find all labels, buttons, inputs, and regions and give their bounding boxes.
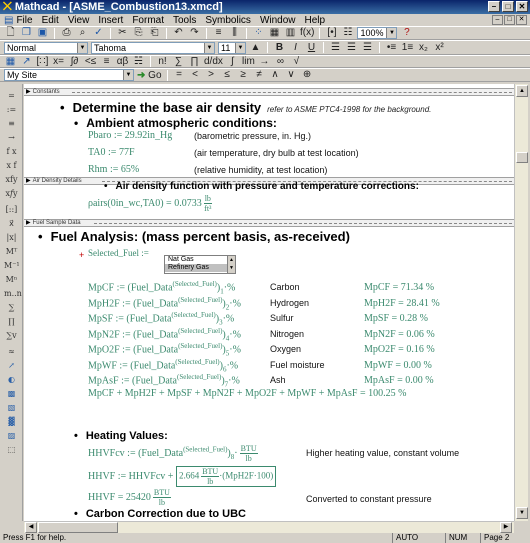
fuel-row-lhs: MpSF := (Fuel_Data bbox=[88, 313, 172, 325]
inverse-palette-icon[interactable]: M⁻¹ bbox=[4, 261, 20, 270]
status-mode: AUTO bbox=[392, 533, 418, 543]
title-bar bbox=[0, 0, 530, 14]
math-toolbar bbox=[0, 55, 530, 68]
derivative-icon[interactable]: d/dx bbox=[204, 55, 223, 67]
product-icon[interactable]: ∏ bbox=[190, 55, 199, 67]
separator bbox=[166, 28, 167, 39]
fuel-row-lhs: MpCF := (Fuel_Data bbox=[88, 282, 173, 294]
xfy-sub-palette-icon[interactable]: x𝑓y bbox=[5, 189, 18, 198]
air-density-title: Air density function with pressure and temperature corrections: bbox=[115, 181, 419, 192]
air-density-expression: ρairs(0in_wc,TA0) = 0.0733 bbox=[88, 197, 202, 209]
fuel-row-result[interactable]: MpWF = 0.00 % bbox=[364, 360, 432, 371]
equals-palette-icon[interactable]: = bbox=[8, 91, 15, 100]
style-value: Normal bbox=[7, 42, 37, 53]
collapsed-region-constants[interactable] bbox=[24, 88, 514, 96]
fuel-row-sup: (Selected_Fuel) bbox=[176, 373, 222, 381]
window-title: Mathcad - [ASME_Combustion13.xmcd] bbox=[14, 1, 223, 13]
hhvf-coefficient: 2.664 bbox=[178, 470, 200, 481]
insert-matrix-icon[interactable]: ▥ bbox=[285, 27, 296, 38]
separator bbox=[54, 28, 55, 39]
text-color-icon[interactable]: ▲ bbox=[250, 41, 261, 53]
expand-icon: ▶ bbox=[26, 178, 31, 184]
hhvfcv-index: 8 bbox=[230, 452, 235, 461]
site-select[interactable] bbox=[4, 69, 134, 81]
fuel-row-definition[interactable]: MpWF := $(Fuel\_Data^{(Selected\_Fuel)})_6\cdot\%$ bbox=[88, 358, 239, 374]
hhvf-correction bbox=[176, 466, 276, 487]
expand-icon: ▶ bbox=[26, 220, 31, 226]
document-icon: ▤ bbox=[4, 14, 14, 26]
scroll-thumb[interactable] bbox=[516, 152, 528, 163]
sum-icon[interactable]: ∑ bbox=[174, 55, 183, 67]
matrix-palette-icon[interactable]: [::] bbox=[5, 205, 18, 214]
separator bbox=[150, 56, 151, 67]
calculator-icon[interactable]: ▦ bbox=[5, 55, 16, 67]
fuel-row-pct: ·% bbox=[229, 329, 241, 341]
hhvfcv-description: Higher heating value, constant volume bbox=[306, 448, 460, 458]
underline-button[interactable]: U bbox=[307, 41, 316, 53]
op-and[interactable]: ∧ bbox=[271, 69, 279, 80]
fuel-row-name: Nitrogen bbox=[270, 329, 305, 339]
menu-window[interactable]: Window bbox=[259, 14, 296, 26]
selected-fuel-label: Selected_Fuel := bbox=[88, 248, 149, 258]
separator bbox=[323, 42, 324, 53]
scroll-up-icon[interactable]: ▲ bbox=[516, 85, 528, 97]
op-equal[interactable]: = bbox=[176, 69, 182, 80]
fuel-row-definition[interactable]: MpSF := $(Fuel\_Data^{(Selected\_Fuel)})_3\cdot\%$ bbox=[88, 311, 235, 327]
print-icon[interactable]: ⎙ bbox=[62, 27, 71, 38]
fuel-row-pct: ·% bbox=[229, 298, 241, 310]
fuel-row-lhs: MpN2F := (Fuel_Data bbox=[88, 329, 179, 341]
font-select[interactable] bbox=[91, 42, 215, 54]
op-xor[interactable]: ⊕ bbox=[302, 69, 312, 80]
p-baro-definition[interactable]: Pbaro := 29.92in_Hg bbox=[88, 130, 173, 141]
minimize-button[interactable]: – bbox=[488, 1, 500, 12]
listbox-scroll[interactable]: ▲ ▼ bbox=[227, 256, 235, 273]
fuel-row-lhs: MpO2F := (Fuel_Data bbox=[88, 344, 179, 356]
hhvfcv-lhs: HHVFcv := (Fuel_Data bbox=[88, 447, 184, 459]
fuel-row-sup: (Selected_Fuel) bbox=[175, 358, 220, 366]
ta0-description: (air temperature, dry bulb at test location) bbox=[194, 148, 359, 158]
product-palette-icon[interactable]: ∏ bbox=[8, 317, 15, 326]
boolean-icon[interactable]: <≤ bbox=[84, 55, 97, 67]
factorial-icon[interactable]: n! bbox=[158, 55, 167, 67]
resource-center-icon[interactable]: ☷ bbox=[343, 27, 353, 38]
fuel-row-sup: (Selected_Fuel) bbox=[178, 342, 223, 350]
vector-palette-icon[interactable]: x⃗ bbox=[9, 219, 14, 228]
insertion-cursor-icon: + bbox=[79, 250, 85, 260]
bullet: • bbox=[74, 508, 78, 520]
undo-icon[interactable]: ↶ bbox=[174, 27, 183, 38]
integral-icon[interactable]: ∫ bbox=[231, 55, 234, 67]
align-down-icon[interactable]: ⫼ bbox=[232, 27, 237, 38]
fuel-row-name: Carbon bbox=[270, 282, 300, 292]
chevron-down-icon: ▼ bbox=[77, 43, 87, 53]
site-value: My Site bbox=[7, 70, 38, 80]
unit-denominator: lb bbox=[158, 498, 165, 507]
style-select[interactable] bbox=[4, 42, 88, 54]
graph-palette-icon[interactable]: ≈ bbox=[8, 347, 15, 356]
fuel-row-index: 4 bbox=[225, 334, 230, 343]
greek-icon[interactable]: αβ bbox=[116, 55, 129, 67]
fuel-row-result[interactable]: MpAsF = 0.00 % bbox=[364, 375, 434, 386]
unit-numerator: BTU bbox=[240, 444, 257, 453]
fuel-row-sup: (Selected_Fuel) bbox=[172, 280, 217, 288]
scroll-left-icon[interactable]: ◀ bbox=[25, 522, 37, 533]
menu-file[interactable]: File bbox=[16, 14, 33, 26]
fuel-row-result[interactable]: MpO2F = 0.16 % bbox=[364, 344, 435, 355]
chart-palette-icon[interactable]: ↗ bbox=[8, 361, 15, 370]
op-greater[interactable]: > bbox=[208, 69, 214, 80]
unit-denominator: lb bbox=[207, 477, 214, 486]
bullet: • bbox=[38, 229, 43, 244]
expand-icon: ▶ bbox=[26, 89, 31, 95]
fuel-row-index: 7 bbox=[224, 380, 229, 389]
fuel-row-name: Fuel moisture bbox=[270, 360, 325, 370]
fuel-row-result[interactable]: MpCF = 71.34 % bbox=[364, 282, 435, 293]
hhvf-lhs: HHVF := HHVFcv + bbox=[88, 470, 174, 482]
unit-numerator: BTU bbox=[202, 467, 219, 476]
status-page: Page 2 bbox=[480, 533, 509, 543]
rhm-definition[interactable]: Rhm := 65% bbox=[88, 164, 140, 175]
base-air-heading bbox=[60, 100, 431, 115]
fuel-row-definition[interactable]: MpAsF := $(Fuel\_Data^{(Selected\_Fuel)})_7\cdot\%$ bbox=[88, 373, 240, 389]
close-button[interactable]: ✕ bbox=[516, 1, 528, 12]
unit-denominator: lb bbox=[245, 454, 252, 463]
insert-graph-icon[interactable]: ▦ bbox=[269, 27, 280, 38]
heating-values-heading bbox=[74, 430, 168, 442]
align-across-icon[interactable]: ≡ bbox=[215, 27, 222, 38]
power-palette-icon[interactable]: Mⁿ bbox=[5, 275, 18, 284]
doc-close-button[interactable]: ✕ bbox=[516, 15, 527, 25]
chevron-down-icon: ▼ bbox=[386, 28, 396, 38]
bar3d-palette-icon[interactable]: ▓ bbox=[8, 417, 15, 426]
limit-icon[interactable]: lim bbox=[242, 55, 255, 67]
hhvf-value: HHVF = 25420 bbox=[88, 491, 151, 503]
symbolic-icon[interactable]: ☵ bbox=[134, 55, 143, 67]
bullet: • bbox=[74, 116, 79, 130]
resource-toolbar bbox=[0, 68, 530, 82]
zoom-select[interactable] bbox=[357, 27, 397, 39]
standard-toolbar bbox=[0, 26, 530, 40]
fuel-listbox[interactable] bbox=[164, 255, 236, 274]
carbon-correction-heading bbox=[74, 508, 246, 520]
bullets-icon[interactable]: •≡ bbox=[386, 41, 397, 53]
ev-palette-icon[interactable]: ∑v bbox=[6, 331, 17, 340]
air-density-heading bbox=[104, 181, 419, 192]
air-density-unit bbox=[204, 194, 212, 213]
fuel-row-pct: ·% bbox=[228, 375, 240, 387]
fuel-row-index: 1 bbox=[220, 287, 224, 296]
cut-icon[interactable]: ✂ bbox=[118, 27, 127, 38]
menu-bar bbox=[0, 14, 530, 26]
fuel-row-sup: (Selected_Fuel) bbox=[171, 311, 216, 319]
bullet: • bbox=[104, 181, 108, 192]
chevron-down-icon: ▼ bbox=[235, 43, 245, 53]
air-density-result[interactable] bbox=[88, 194, 212, 213]
go-label: Go bbox=[148, 69, 162, 81]
hhvf-tail: ·(MpH2F·100) bbox=[219, 470, 274, 481]
status-bar bbox=[0, 533, 530, 543]
save-icon[interactable]: ▣ bbox=[37, 27, 48, 38]
align-center-icon[interactable]: ☰ bbox=[347, 41, 356, 53]
superscript-icon[interactable]: x² bbox=[435, 41, 444, 53]
italic-button[interactable]: I bbox=[294, 41, 297, 53]
align-right-icon[interactable]: ☰ bbox=[363, 41, 372, 53]
font-value: Tahoma bbox=[94, 42, 127, 53]
fuel-row-index: 3 bbox=[219, 318, 223, 327]
evaluation-icon[interactable]: x= bbox=[53, 55, 64, 67]
menu-edit[interactable]: Edit bbox=[41, 14, 59, 26]
separator bbox=[267, 42, 268, 53]
align-left-icon[interactable]: ☰ bbox=[331, 41, 340, 53]
hhvf-description: Converted to constant pressure bbox=[306, 494, 432, 504]
fuel-total[interactable]: MpCF + MpH2F + MpSF + MpN2F + MpO2F + MpWF + MpAsF = 100.25 % bbox=[88, 388, 407, 399]
fuel-analysis-heading bbox=[38, 229, 350, 244]
region-label: Air Density Details bbox=[32, 178, 82, 184]
collapsed-region-fuel-sample[interactable] bbox=[24, 219, 514, 227]
region-label: Constants bbox=[32, 89, 60, 95]
menu-view[interactable]: View bbox=[67, 14, 90, 26]
worksheet[interactable] bbox=[24, 84, 514, 521]
ta0-definition[interactable]: TA0 := 77F bbox=[88, 147, 135, 158]
status-num: NUM bbox=[445, 533, 467, 543]
menu-symbolics[interactable]: Symbolics bbox=[205, 14, 251, 26]
chevron-down-icon: ▼ bbox=[204, 43, 214, 53]
unit-numerator: lb bbox=[204, 194, 211, 203]
scroll-down-icon[interactable]: ▼ bbox=[516, 507, 528, 519]
fx-palette-icon[interactable]: f x bbox=[6, 147, 17, 156]
chevron-down-icon: ▼ bbox=[123, 70, 133, 80]
bullet: • bbox=[74, 430, 78, 442]
fuel-row-sup: (Selected_Fuel) bbox=[178, 327, 223, 335]
menu-tools[interactable]: Tools bbox=[173, 14, 197, 26]
ambient-heading bbox=[74, 116, 277, 130]
matrix-icon[interactable]: [∷] bbox=[36, 55, 49, 67]
menu-format[interactable]: Format bbox=[132, 14, 164, 26]
arrow-icon[interactable]: → bbox=[259, 55, 270, 67]
separator bbox=[167, 70, 168, 81]
status-help: Press F1 for help. bbox=[3, 533, 67, 542]
sqrt-icon[interactable]: √ bbox=[293, 55, 300, 67]
xfy-palette-icon[interactable]: xfy bbox=[5, 175, 18, 184]
menu-help[interactable]: Help bbox=[304, 14, 326, 26]
menu-insert[interactable]: Insert bbox=[98, 14, 124, 26]
fuel-row-definition[interactable]: MpN2F := $(Fuel\_Data^{(Selected\_Fuel)})_4\cdot\%$ bbox=[88, 327, 241, 343]
op-less-equal[interactable]: ≤ bbox=[224, 69, 230, 80]
separator bbox=[206, 28, 207, 39]
fuel-row-name: Oxygen bbox=[270, 344, 302, 354]
hhvfcv-definition[interactable]: HHVFcv := $(Fuel\_Data^{(Selected\_Fuel)})_8\cdot$ $\frac{\text{BTU}}{lb}$ bbox=[88, 444, 257, 463]
fuel-row-name: Sulfur bbox=[270, 313, 294, 323]
transpose-palette-icon[interactable]: Mᵀ bbox=[5, 247, 18, 256]
rhm-description: (relative humidity, at test location) bbox=[194, 165, 328, 175]
print-preview-icon[interactable]: ⌕ bbox=[79, 27, 86, 38]
doc-restore-button[interactable]: □ bbox=[504, 15, 515, 25]
fuel-row-lhs: MpAsF := (Fuel_Data bbox=[88, 375, 177, 387]
subscript-icon[interactable]: x₂ bbox=[419, 41, 428, 53]
op-less[interactable]: < bbox=[192, 69, 198, 80]
equiv-palette-icon[interactable]: ≡ bbox=[8, 119, 15, 128]
fuel-row-lhs: MpH2F := (Fuel_Data bbox=[88, 298, 179, 310]
fuel-row-pct: ·% bbox=[223, 282, 236, 294]
hhvfcv-unit bbox=[240, 444, 258, 463]
unit-denominator: ft³ bbox=[204, 204, 212, 213]
arrow-palette-icon[interactable]: → bbox=[8, 133, 15, 142]
hhvf-unit bbox=[201, 467, 219, 486]
fuel-row-index: 5 bbox=[225, 349, 230, 358]
range-palette-icon[interactable]: m..n bbox=[4, 289, 22, 298]
spell-check-icon[interactable]: ✓ bbox=[94, 27, 103, 38]
separator bbox=[319, 28, 320, 39]
insert-function-icon[interactable]: f(x) bbox=[300, 27, 315, 38]
fuel-analysis-title: Fuel Analysis: (mass percent basis, as-received) bbox=[50, 229, 350, 244]
go-button[interactable] bbox=[137, 70, 162, 81]
new-icon[interactable]: 🗋 bbox=[6, 27, 15, 38]
fuel-row-pct: ·% bbox=[226, 360, 239, 372]
ambient-title: Ambient atmospheric conditions: bbox=[86, 116, 277, 130]
op-greater-equal[interactable]: ≥ bbox=[240, 69, 246, 80]
heating-values-title: Heating Values: bbox=[85, 430, 168, 442]
trace-palette-icon[interactable]: ⬚ bbox=[7, 445, 16, 454]
open-icon[interactable]: ❐ bbox=[22, 27, 31, 38]
op-not-equal[interactable]: ≠ bbox=[256, 69, 262, 80]
fuel-row-pct: ·% bbox=[229, 344, 241, 356]
font-size-value: 11 bbox=[221, 42, 231, 53]
vector-field-palette-icon[interactable]: ▨ bbox=[7, 431, 16, 440]
fuel-row-sup: (Selected_Fuel) bbox=[178, 296, 223, 304]
fuel-row-name: Ash bbox=[270, 375, 286, 385]
go-arrow-icon: ➜ bbox=[137, 69, 146, 81]
p-baro-description: (barometric pressure, in. Hg.) bbox=[194, 131, 312, 141]
programming-icon[interactable]: ≡ bbox=[103, 55, 110, 67]
region-label: Fuel Sample Data bbox=[32, 220, 81, 226]
graph-icon[interactable]: ↗ bbox=[22, 55, 31, 67]
fuel-row-name: Hydrogen bbox=[270, 298, 310, 308]
contour-palette-icon[interactable]: ▧ bbox=[7, 403, 16, 412]
bullet: • bbox=[60, 100, 65, 115]
font-size-select[interactable] bbox=[218, 42, 246, 54]
vertical-scrollbar[interactable] bbox=[514, 84, 528, 521]
op-or[interactable]: ∨ bbox=[287, 69, 295, 80]
fuel-row-pct: ·% bbox=[222, 313, 235, 325]
copy-icon[interactable]: ⎘ bbox=[134, 27, 143, 38]
base-air-title: Determine the base air density bbox=[72, 100, 262, 115]
fuel-option-refinery-gas[interactable]: Refinery Gas bbox=[165, 264, 235, 272]
redo-icon[interactable]: ↷ bbox=[190, 27, 199, 38]
maximize-button[interactable]: □ bbox=[502, 1, 514, 12]
define-palette-icon[interactable]: := bbox=[6, 105, 17, 114]
fuel-option-nat-gas[interactable]: Nat Gas bbox=[168, 256, 194, 263]
surface-palette-icon[interactable]: ▩ bbox=[7, 389, 16, 398]
formatting-toolbar bbox=[0, 40, 530, 55]
fuel-row-result[interactable]: MpSF = 0.28 % bbox=[364, 313, 428, 324]
help-icon[interactable]: ? bbox=[404, 27, 410, 38]
hhvfcv-sup: (Selected_Fuel) bbox=[183, 445, 228, 454]
zoom-value: 100% bbox=[360, 28, 384, 38]
hhvf-result-unit bbox=[153, 488, 171, 507]
xf-palette-icon[interactable]: x f bbox=[6, 161, 17, 170]
fuel-row-index: 2 bbox=[225, 303, 230, 312]
polar-palette-icon[interactable]: ◐ bbox=[8, 375, 15, 384]
sum-palette-icon[interactable]: ∑ bbox=[8, 303, 15, 312]
paste-icon[interactable]: ⎗ bbox=[150, 27, 159, 38]
bold-button[interactable]: B bbox=[275, 41, 284, 53]
fuel-row-index: 6 bbox=[222, 365, 227, 374]
mathcad-icon: ⨉ bbox=[3, 0, 12, 13]
separator bbox=[379, 42, 380, 53]
separator bbox=[110, 28, 111, 39]
fuel-row-lhs: MpWF := (Fuel_Data bbox=[88, 360, 176, 372]
insert-unit-icon[interactable]: [•] bbox=[327, 27, 337, 38]
fuel-row-result[interactable]: MpN2F = 0.06 % bbox=[364, 329, 435, 340]
infinity-icon[interactable]: ∞ bbox=[276, 55, 284, 67]
calculate-icon[interactable]: ⁘ bbox=[254, 27, 263, 38]
fuel-row-definition[interactable]: MpCF := $(Fuel\_Data^{(Selected\_Fuel)})_1\cdot\%$ bbox=[88, 280, 236, 296]
doc-minimize-button[interactable]: – bbox=[492, 15, 503, 25]
fuel-row-result[interactable]: MpH2F = 28.41 % bbox=[364, 298, 440, 309]
carbon-correction-title: Carbon Correction due to UBC bbox=[85, 508, 246, 520]
hhvf-definition[interactable] bbox=[88, 466, 276, 487]
separator bbox=[246, 28, 247, 39]
hhvf-result[interactable] bbox=[88, 488, 171, 507]
numbering-icon[interactable]: 1≡ bbox=[401, 41, 414, 53]
abs-palette-icon[interactable]: |x| bbox=[6, 233, 17, 242]
left-palette bbox=[0, 84, 23, 521]
unit-numerator: BTU bbox=[153, 488, 170, 497]
base-air-note: refer to ASME PTC4-1998 for the background. bbox=[267, 105, 432, 114]
fuel-row-definition[interactable]: MpO2F := $(Fuel\_Data^{(Selected\_Fuel)})_5\cdot\%$ bbox=[88, 342, 241, 358]
h-scroll-thumb[interactable] bbox=[38, 522, 118, 533]
calculus-icon[interactable]: ∫∂ bbox=[70, 55, 79, 67]
scroll-right-icon[interactable]: ▶ bbox=[500, 522, 512, 533]
fuel-row-definition[interactable]: MpH2F := $(Fuel\_Data^{(Selected\_Fuel)})_2\cdot\%$ bbox=[88, 296, 241, 312]
horizontal-scrollbar[interactable] bbox=[24, 521, 514, 533]
